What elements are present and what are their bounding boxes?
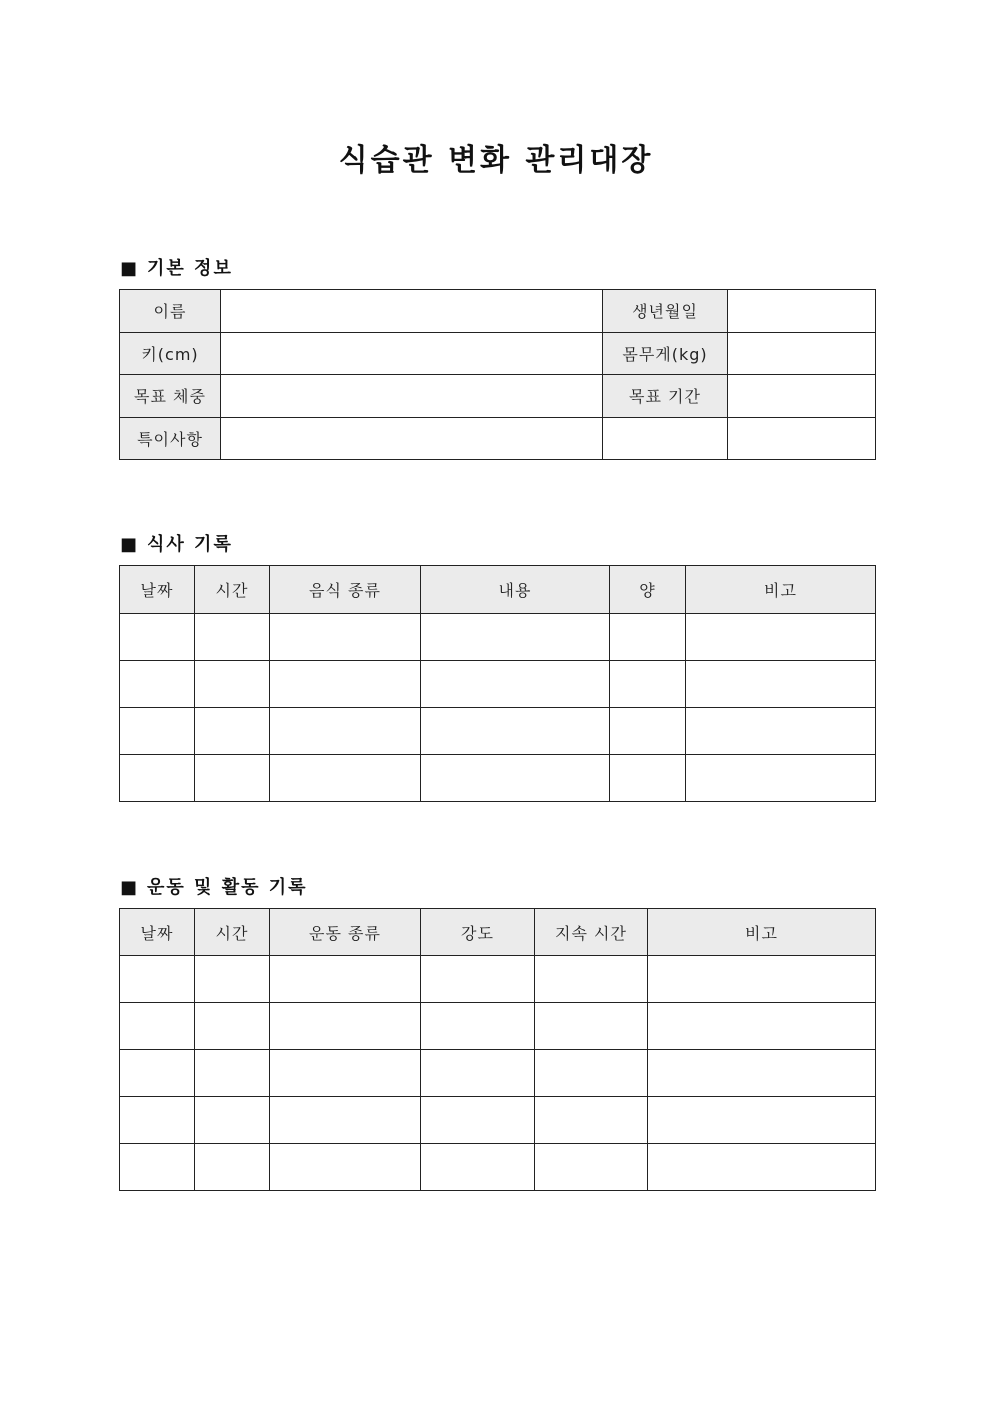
food-type-cell[interactable] xyxy=(270,614,421,661)
duration-cell[interactable] xyxy=(535,956,648,1003)
intensity-cell[interactable] xyxy=(421,1003,535,1050)
column-header-amount: 양 xyxy=(610,566,686,614)
exercise-record-table xyxy=(119,908,876,1191)
date-cell[interactable] xyxy=(120,708,195,755)
input-cell[interactable] xyxy=(221,375,603,418)
section-heading-text: 식사 기록 xyxy=(147,534,233,555)
food-type-cell[interactable] xyxy=(270,708,421,755)
table-row xyxy=(120,1144,876,1191)
label-cell: 몸무게(kg) xyxy=(603,332,728,375)
note-cell[interactable] xyxy=(686,755,876,802)
input-cell[interactable] xyxy=(221,332,603,375)
table-row xyxy=(120,661,876,708)
input-cell[interactable] xyxy=(728,290,876,333)
blank-cell[interactable] xyxy=(603,417,728,460)
intensity-cell[interactable] xyxy=(421,1097,535,1144)
date-cell[interactable] xyxy=(120,1050,195,1097)
food-type-cell[interactable] xyxy=(270,661,421,708)
content-cell[interactable] xyxy=(421,755,610,802)
column-header-note: 비고 xyxy=(686,566,876,614)
column-header-time: 시간 xyxy=(195,566,270,614)
intensity-cell[interactable] xyxy=(421,956,535,1003)
column-header-food-type: 음식 종류 xyxy=(270,566,421,614)
note-cell[interactable] xyxy=(648,1097,876,1144)
table-row xyxy=(120,417,876,460)
column-header-intensity: 강도 xyxy=(421,909,535,956)
column-header-date: 날짜 xyxy=(120,566,195,614)
column-header-exercise-type: 운동 종류 xyxy=(270,909,421,956)
time-cell[interactable] xyxy=(195,956,270,1003)
note-cell[interactable] xyxy=(648,1050,876,1097)
note-cell[interactable] xyxy=(686,614,876,661)
duration-cell[interactable] xyxy=(535,1050,648,1097)
note-cell[interactable] xyxy=(686,661,876,708)
content-cell[interactable] xyxy=(421,661,610,708)
table-header-row xyxy=(120,566,876,614)
exercise-type-cell[interactable] xyxy=(270,956,421,1003)
intensity-cell[interactable] xyxy=(421,1144,535,1191)
label-cell: 특이사항 xyxy=(120,417,221,460)
square-bullet-icon: ■ xyxy=(120,258,140,279)
date-cell[interactable] xyxy=(120,614,195,661)
date-cell[interactable] xyxy=(120,1003,195,1050)
food-type-cell[interactable] xyxy=(270,755,421,802)
column-header-note: 비고 xyxy=(648,909,876,956)
amount-cell[interactable] xyxy=(610,755,686,802)
amount-cell[interactable] xyxy=(610,708,686,755)
label-cell: 목표 기간 xyxy=(603,375,728,418)
label-cell: 목표 체중 xyxy=(120,375,221,418)
content-cell[interactable] xyxy=(421,614,610,661)
amount-cell[interactable] xyxy=(610,614,686,661)
table-header-row xyxy=(120,909,876,956)
section-heading-text: 운동 및 활동 기록 xyxy=(147,877,308,898)
input-cell[interactable] xyxy=(728,332,876,375)
table-row xyxy=(120,1003,876,1050)
meal-record-table xyxy=(119,565,876,802)
content-cell[interactable] xyxy=(421,708,610,755)
table-row xyxy=(120,614,876,661)
input-cell[interactable] xyxy=(221,417,603,460)
table-row xyxy=(120,290,876,333)
exercise-type-cell[interactable] xyxy=(270,1097,421,1144)
time-cell[interactable] xyxy=(195,661,270,708)
square-bullet-icon: ■ xyxy=(120,877,140,898)
input-cell[interactable] xyxy=(221,290,603,333)
date-cell[interactable] xyxy=(120,755,195,802)
input-cell[interactable] xyxy=(728,375,876,418)
column-header-duration: 지속 시간 xyxy=(535,909,648,956)
basic-info-table xyxy=(119,289,876,460)
time-cell[interactable] xyxy=(195,1097,270,1144)
table-row xyxy=(120,708,876,755)
note-cell[interactable] xyxy=(648,1144,876,1191)
section-heading-text: 기본 정보 xyxy=(147,258,233,279)
table-row xyxy=(120,956,876,1003)
date-cell[interactable] xyxy=(120,1144,195,1191)
page-title: 식습관 변화 관리대장 xyxy=(338,143,654,178)
table-row xyxy=(120,375,876,418)
section-heading-basic-info xyxy=(120,254,233,280)
note-cell[interactable] xyxy=(686,708,876,755)
label-cell: 키(cm) xyxy=(120,332,221,375)
input-cell[interactable] xyxy=(728,417,876,460)
table-row xyxy=(120,755,876,802)
date-cell[interactable] xyxy=(120,661,195,708)
section-heading-exercise-record xyxy=(120,873,308,899)
section-heading-meal-record xyxy=(120,530,233,556)
note-cell[interactable] xyxy=(648,956,876,1003)
date-cell[interactable] xyxy=(120,956,195,1003)
column-header-time: 시간 xyxy=(195,909,270,956)
exercise-type-cell[interactable] xyxy=(270,1003,421,1050)
square-bullet-icon: ■ xyxy=(120,534,140,555)
label-cell: 이름 xyxy=(120,290,221,333)
date-cell[interactable] xyxy=(120,1097,195,1144)
intensity-cell[interactable] xyxy=(421,1050,535,1097)
time-cell[interactable] xyxy=(195,755,270,802)
column-header-content: 내용 xyxy=(421,566,610,614)
exercise-type-cell[interactable] xyxy=(270,1144,421,1191)
note-cell[interactable] xyxy=(648,1003,876,1050)
duration-cell[interactable] xyxy=(535,1097,648,1144)
label-cell: 생년월일 xyxy=(603,290,728,333)
time-cell[interactable] xyxy=(195,708,270,755)
amount-cell[interactable] xyxy=(610,661,686,708)
table-row xyxy=(120,1097,876,1144)
time-cell[interactable] xyxy=(195,1144,270,1191)
duration-cell[interactable] xyxy=(535,1003,648,1050)
exercise-type-cell[interactable] xyxy=(270,1050,421,1097)
duration-cell[interactable] xyxy=(535,1144,648,1191)
time-cell[interactable] xyxy=(195,614,270,661)
table-row xyxy=(120,1050,876,1097)
time-cell[interactable] xyxy=(195,1050,270,1097)
table-row xyxy=(120,332,876,375)
column-header-date: 날짜 xyxy=(120,909,195,956)
time-cell[interactable] xyxy=(195,1003,270,1050)
